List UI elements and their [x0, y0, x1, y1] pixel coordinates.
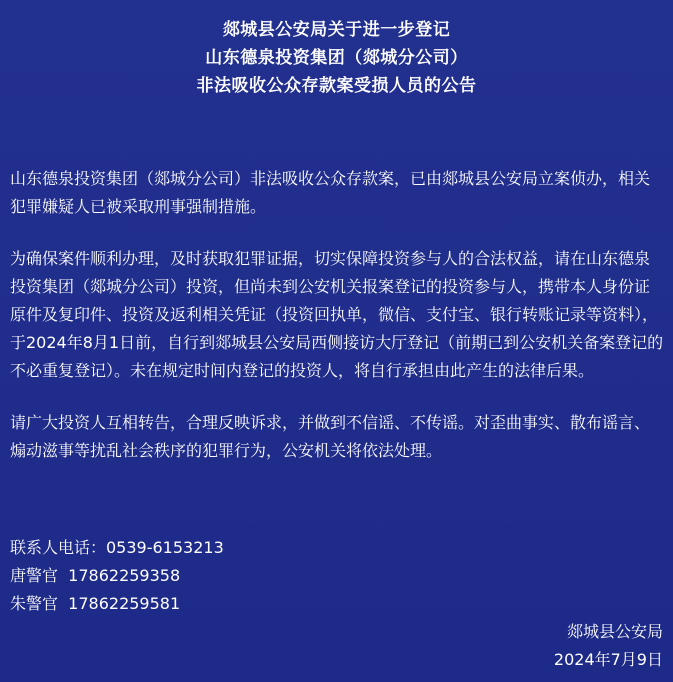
- paragraph-registration-instructions: 为确保案件顺利办理，及时获取犯罪证据，切实保障投资参与人的合法权益，请在山东德泉投资集团（郯城分公司）投资，但尚未到公安机关报案登记的投资参与人，携带本人身份证原件及复印件、投资及返利相关凭证（投资回执单，微信、支付宝、银行转账记录等资料），于2024年8月1日前，自行到郯城县公安局西侧接访大厅登记（前期已到公安机关备案登记的不必重复登记）。未在规定时间内登记的投资人，将自行承担由此产生的法律后果。: [10, 249, 664, 380]
- paragraph-public-appeal: 请广大投资人互相转告，合理反映诉求，并做到不信谣、不传谣。对歪曲事实、散布谣言、煽动滋事等扰乱社会秩序的犯罪行为，公安机关将依法处理。: [10, 413, 651, 460]
- issuer-name: 郯城县公安局: [566, 622, 663, 641]
- issue-date: 2024年7月9日: [553, 650, 663, 669]
- title-line-2: 山东德泉投资集团（郯城分公司）: [205, 48, 468, 68]
- signature-block: [554, 618, 663, 674]
- contact-hotline: 联系人电话：0539-6153213: [10, 538, 224, 557]
- title-line-3: 非法吸收公众存款案受损人员的公告: [196, 76, 477, 96]
- title-line-1: 郯城县公安局关于进一步登记: [222, 20, 451, 40]
- notice-title: [0, 16, 673, 100]
- paragraph-case-status: 山东德泉投资集团（郯城分公司）非法吸收公众存款案，已由郯城县公安局立案侦办，相关犯罪嫌疑人已被采取刑事强制措施。: [10, 169, 651, 216]
- contact-officer-tang: 唐警官 17862259358: [10, 566, 181, 585]
- notice-body: [10, 165, 665, 489]
- contact-info: [10, 534, 224, 618]
- contact-officer-zhu: 朱警官 17862259581: [10, 594, 181, 613]
